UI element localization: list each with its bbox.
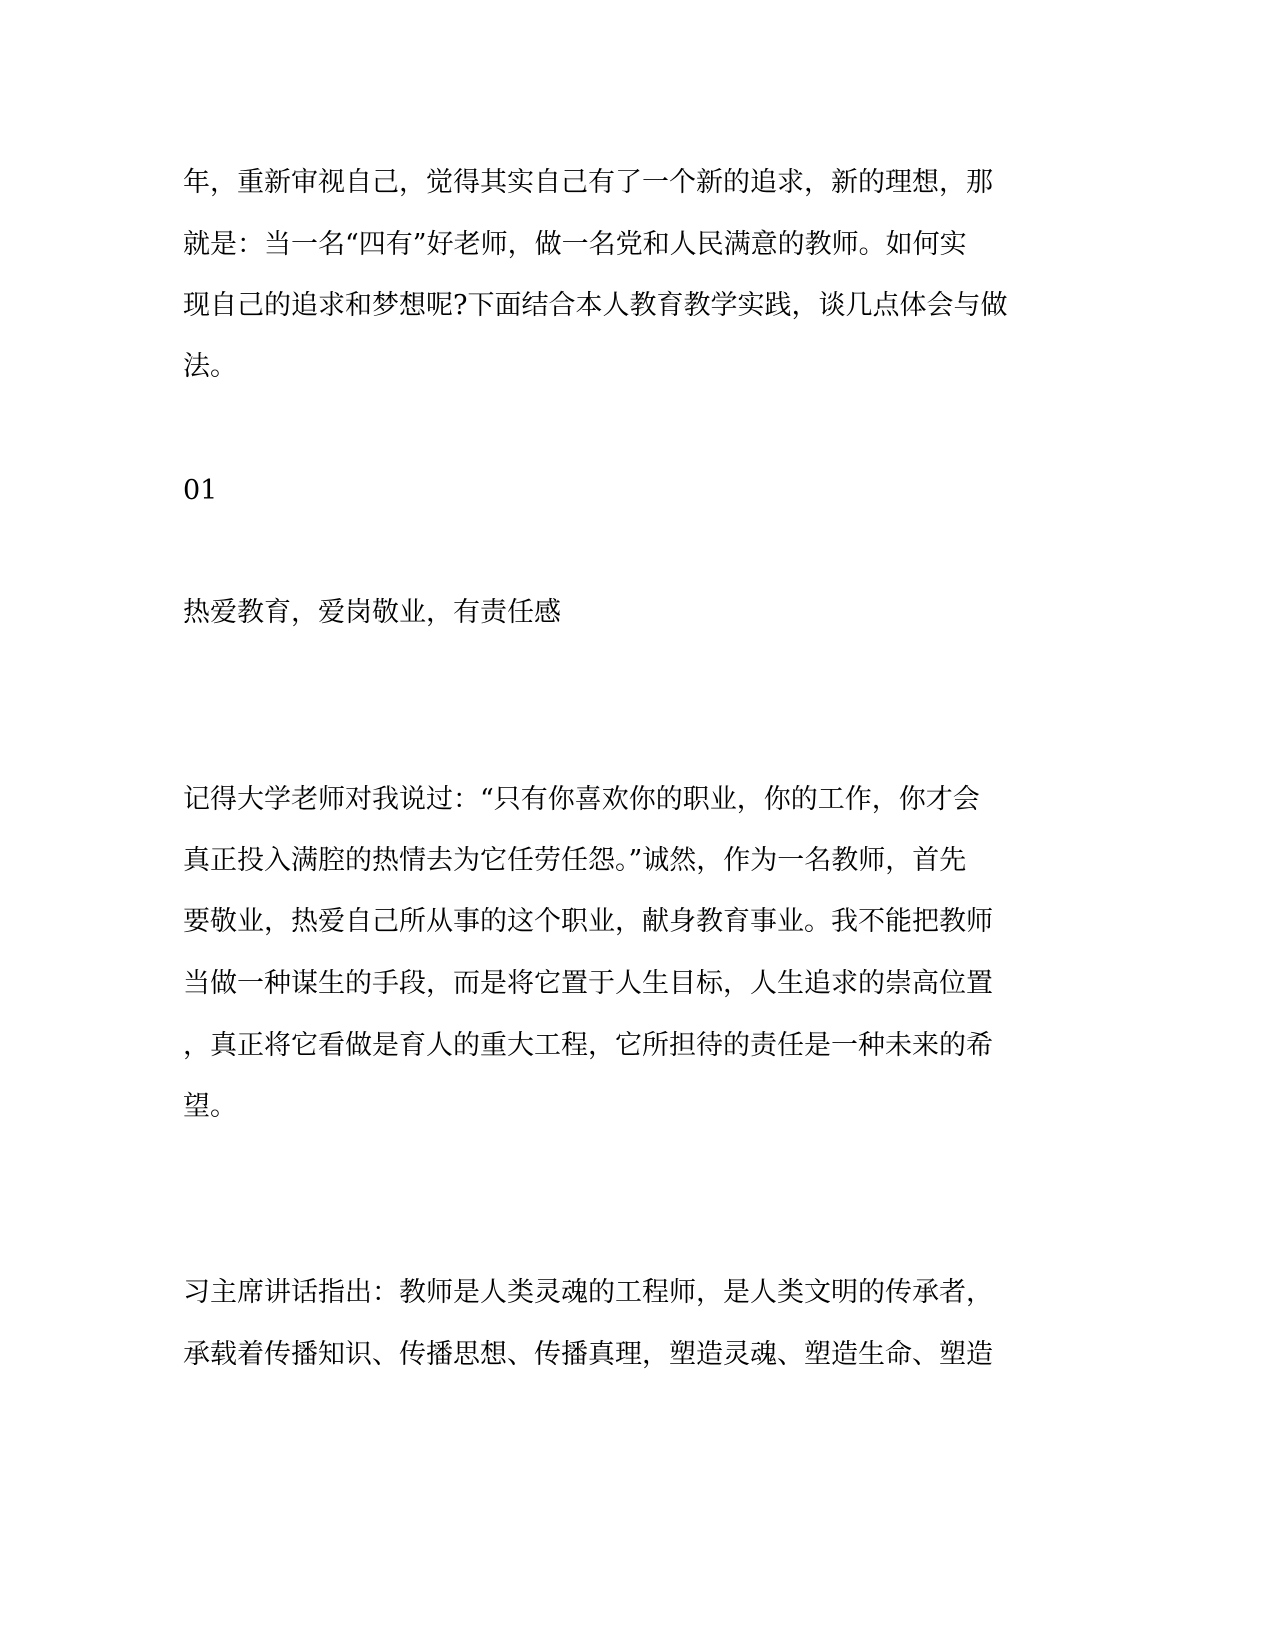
- text-line: ，真正将它看做是育人的重大工程，它所担待的责任是一种未来的希: [183, 1030, 993, 1061]
- section-number: 01: [183, 475, 218, 506]
- text-line: 法。: [183, 351, 237, 382]
- text-line: 承载着传播知识、传播思想、传播真理，塑造灵魂、塑造生命、塑造: [183, 1339, 993, 1370]
- text-line: 就是：当一名“四有”好老师，做一名党和人民满意的教师。如何实: [183, 229, 967, 260]
- text-line: 真正投入满腔的热情去为它任劳任怨。”诚然，作为一名教师，首先: [183, 845, 967, 876]
- text-line: 当做一种谋生的手段，而是将它置于人生目标，人生追求的崇高位置: [183, 968, 993, 999]
- text-line: 现自己的追求和梦想呢?下面结合本人教育教学实践，谈几点体会与做: [183, 290, 1008, 321]
- text-line: 要敬业，热爱自己所从事的这个职业，献身教育事业。我不能把教师: [183, 906, 993, 937]
- text-line: 望。: [183, 1091, 237, 1122]
- section-heading: 热爱教育，爱岗敬业，有责任感: [183, 597, 561, 628]
- text-line: 记得大学老师对我说过：“只有你喜欢你的职业，你的工作，你才会: [183, 784, 980, 815]
- text-line: 年，重新审视自己，觉得其实自己有了一个新的追求，新的理想，那: [183, 167, 993, 198]
- text-line: 习主席讲话指出：教师是人类灵魂的工程师，是人类文明的传承者，: [183, 1277, 993, 1308]
